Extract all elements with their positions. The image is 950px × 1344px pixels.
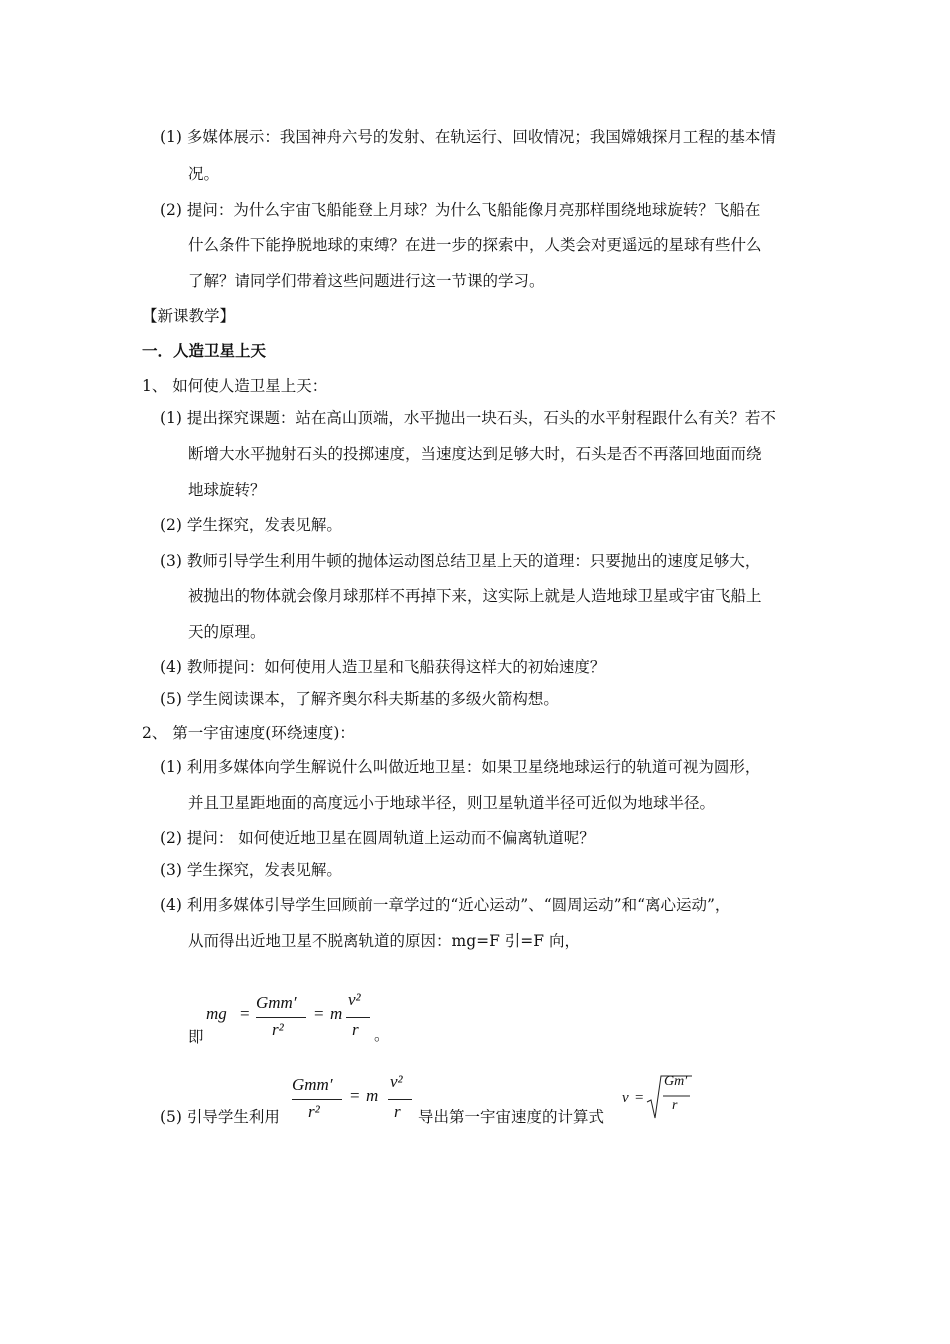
fraction-bar	[388, 1099, 412, 1100]
formula-numerator: Gmm′	[292, 1075, 333, 1094]
text-line: (4) 利用多媒体引导学生回顾前一章学过的“近心运动”、“圆周运动”和“离心运动”，	[160, 896, 731, 914]
text-line: (4) 教师提问：如何使用人造卫星和飞船获得这样大的初始速度？	[160, 658, 606, 676]
text-line: (2) 学生探究，发表见解。	[160, 516, 342, 534]
formula-velocity: v	[622, 1090, 629, 1106]
formula-prefix: (5) 引导学生利用	[160, 1108, 280, 1126]
text-line: 从而得出近地卫星不脱离轨道的原因：mg=F 引=F 向，	[188, 932, 580, 950]
fraction-bar	[346, 1017, 370, 1018]
formula-numerator: v²	[390, 1072, 403, 1091]
text-line: (5) 学生阅读课本，了解齐奥尔科夫斯基的多级火箭构想。	[160, 690, 559, 708]
text-line: (2) 提问：为什么宇宙飞船能登上月球？为什么飞船能像月亮那样围绕地球旋转？飞船在	[160, 201, 761, 219]
text-line: 地球旋转？	[188, 481, 266, 499]
formula-denominator: r²	[308, 1102, 320, 1121]
formula-equals: =	[240, 1004, 250, 1023]
formula-numerator: v²	[348, 990, 361, 1009]
text-line: 况。	[188, 165, 220, 183]
subsection-title: 2、 第一宇宙速度(环绕速度)：	[142, 724, 355, 742]
text-line: (3) 学生探究，发表见解。	[160, 861, 342, 879]
formula-mass: m	[330, 1004, 343, 1023]
subsection-title: 1、 如何使人造卫星上天：	[142, 377, 328, 395]
fraction-bar	[292, 1099, 342, 1100]
section-title: 一．人造卫星上天	[142, 341, 267, 360]
text-line: 天的原理。	[188, 623, 266, 641]
radical-numerator: Gm′	[664, 1074, 688, 1089]
text-line: (1) 提出探究课题：站在高山顶端，水平抛出一块石头，石头的水平射程跟什么有关？若不	[160, 409, 776, 427]
fraction-bar	[256, 1017, 306, 1018]
text-line: 了解？请同学们带着这些问题进行这一节课的学习。	[188, 272, 545, 290]
formula-denominator: r	[394, 1102, 401, 1121]
text-line: 被抛出的物体就会像月球那样不再掉下来，这实际上就是人造地球卫星或宇宙飞船上	[188, 587, 762, 605]
formula-middle-text: 导出第一宇宙速度的计算式	[418, 1108, 605, 1126]
formula-suffix: 。	[374, 1026, 390, 1044]
text-line: 并且卫星距地面的高度远小于地球半径，则卫星轨道半径可近似为地球半径。	[188, 794, 716, 812]
text-line: 断增大水平抛射石头的投掷速度，当速度达到足够大时，石头是否不再落回地面而绕	[188, 445, 762, 463]
formula-equals: =	[314, 1004, 324, 1023]
formula-denominator: r	[352, 1020, 359, 1039]
formula-mass: m	[366, 1086, 379, 1105]
text-line: (1) 多媒体展示：我国神舟六号的发射、在轨运行、回收情况；我国嫦娥探月工程的基本情	[160, 128, 776, 146]
section-heading: 【新课教学】	[142, 307, 236, 325]
radical-denominator: r	[672, 1098, 678, 1113]
text-line: (2) 提问： 如何使近地卫星在圆周轨道上运动而不偏离轨道呢？	[160, 829, 595, 847]
formula-lhs: mg	[206, 1004, 227, 1023]
formula-equals: =	[635, 1090, 644, 1106]
formula-denominator: r²	[272, 1020, 284, 1039]
formula-prefix: 即	[188, 1028, 204, 1046]
text-line: 什么条件下能挣脱地球的束缚？在进一步的探索中，人类会对更遥远的星球有些什么	[188, 236, 762, 254]
text-line: (3) 教师引导学生利用牛顿的抛体运动图总结卫星上天的道理：只要抛出的速度足够大，	[160, 552, 761, 570]
text-line: (1) 利用多媒体向学生解说什么叫做近地卫星：如果卫星绕地球运行的轨道可视为圆形，	[160, 758, 761, 776]
formula-numerator: Gmm′	[256, 993, 297, 1012]
formula-equals: =	[350, 1086, 360, 1105]
